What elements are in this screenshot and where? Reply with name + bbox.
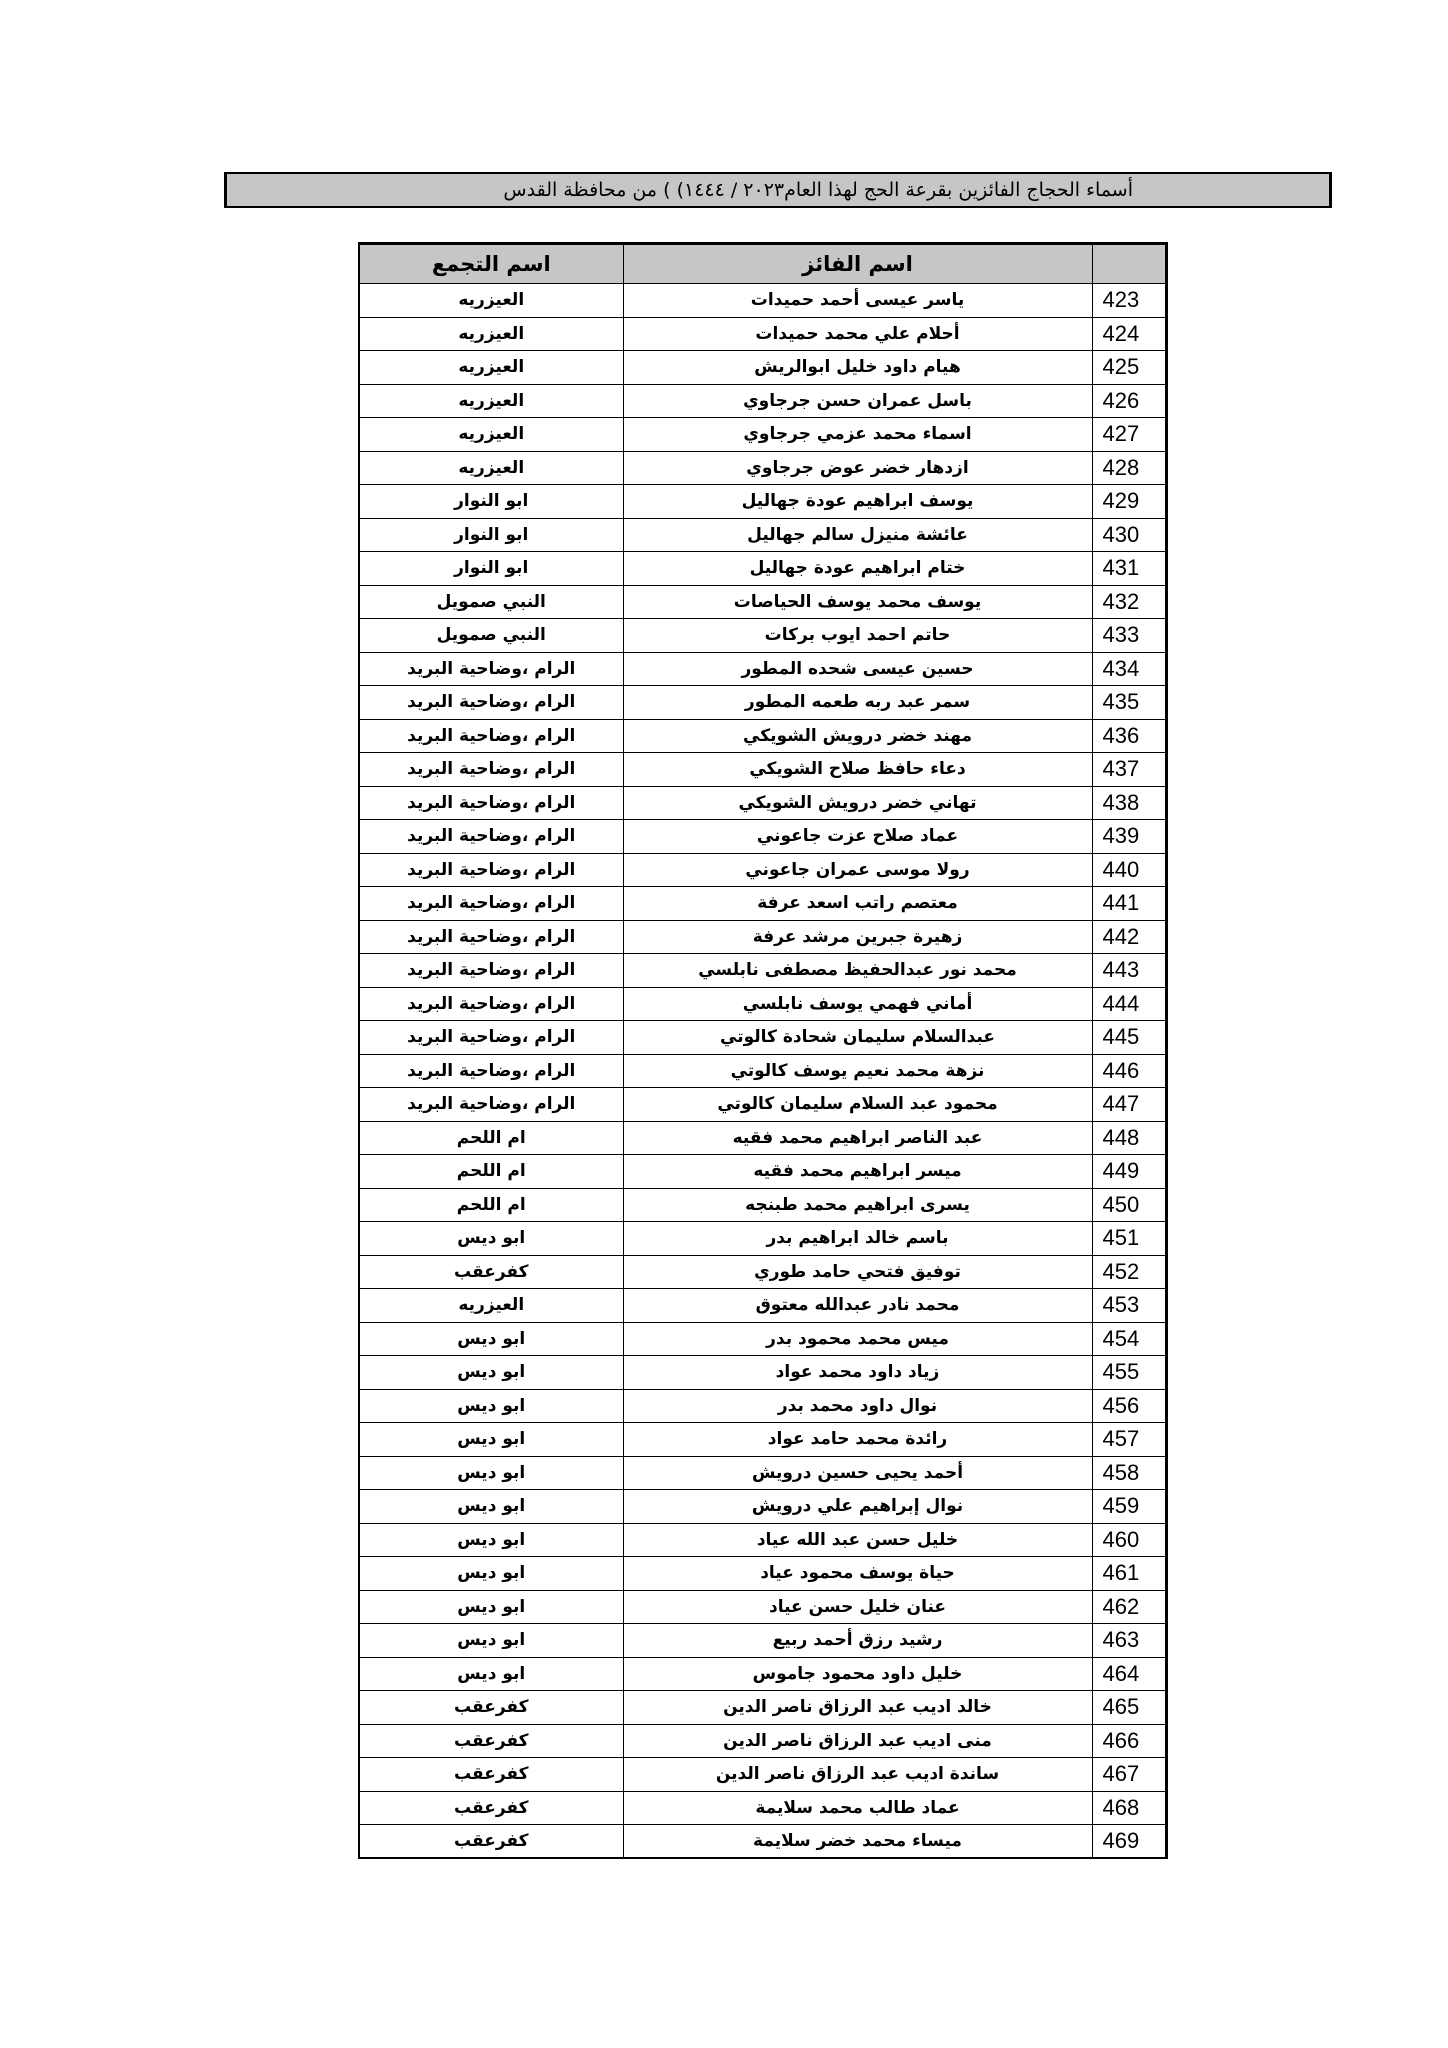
table-row bbox=[359, 1423, 1166, 1457]
cell-name: خليل داود محمود جاموس bbox=[623, 1657, 1092, 1691]
table-row bbox=[359, 1021, 1166, 1055]
cell-number: 428 bbox=[1092, 451, 1166, 485]
cell-name: رولا موسى عمران جاعوني bbox=[623, 853, 1092, 887]
cell-number: 424 bbox=[1092, 317, 1166, 351]
cell-name: عبد الناصر ابراهيم محمد فقيه bbox=[623, 1121, 1092, 1155]
cell-group: ابو ديس bbox=[359, 1322, 623, 1356]
table-row bbox=[359, 451, 1166, 485]
cell-number: 461 bbox=[1092, 1557, 1166, 1591]
cell-group: ابو ديس bbox=[359, 1356, 623, 1390]
cell-number: 439 bbox=[1092, 820, 1166, 854]
table-row bbox=[359, 987, 1166, 1021]
cell-group: الرام ،وضاحية البريد bbox=[359, 753, 623, 787]
cell-name: عبدالسلام سليمان شحادة كالوتي bbox=[623, 1021, 1092, 1055]
header-number bbox=[1092, 244, 1166, 284]
table-row bbox=[359, 485, 1166, 519]
table-row bbox=[359, 1289, 1166, 1323]
table-row bbox=[359, 1557, 1166, 1591]
table-row bbox=[359, 887, 1166, 921]
cell-group: النبي صمويل bbox=[359, 619, 623, 653]
document-title: أسماء الحجاج الفائزين بقرعة الحج لهذا العام٢٠٢٣ / ١٤٤٤) ) من محافظة القدس bbox=[224, 172, 1332, 208]
cell-name: يوسف ابراهيم عودة جهاليل bbox=[623, 485, 1092, 519]
cell-number: 452 bbox=[1092, 1255, 1166, 1289]
cell-name: محمد نادر عبدالله معتوق bbox=[623, 1289, 1092, 1323]
cell-name: محمود عبد السلام سليمان كالوتي bbox=[623, 1088, 1092, 1122]
table-row bbox=[359, 1121, 1166, 1155]
cell-number: 444 bbox=[1092, 987, 1166, 1021]
cell-name: باسم خالد ابراهيم بدر bbox=[623, 1222, 1092, 1256]
cell-number: 467 bbox=[1092, 1758, 1166, 1792]
cell-number: 453 bbox=[1092, 1289, 1166, 1323]
cell-number: 448 bbox=[1092, 1121, 1166, 1155]
table-row bbox=[359, 686, 1166, 720]
cell-number: 454 bbox=[1092, 1322, 1166, 1356]
table-row bbox=[359, 820, 1166, 854]
cell-group: كفرعقب bbox=[359, 1255, 623, 1289]
cell-name: أحمد يحيى حسين درويش bbox=[623, 1456, 1092, 1490]
cell-number: 432 bbox=[1092, 585, 1166, 619]
cell-name: محمد نور عبدالحفيظ مصطفى نابلسي bbox=[623, 954, 1092, 988]
table-row bbox=[359, 1088, 1166, 1122]
cell-name: أحلام علي محمد حميدات bbox=[623, 317, 1092, 351]
cell-number: 469 bbox=[1092, 1825, 1166, 1859]
table-body bbox=[359, 284, 1166, 1859]
cell-group: النبي صمويل bbox=[359, 585, 623, 619]
cell-name: هيام داود خليل ابوالريش bbox=[623, 351, 1092, 385]
table-row bbox=[359, 1255, 1166, 1289]
cell-number: 463 bbox=[1092, 1624, 1166, 1658]
cell-group: ام اللحم bbox=[359, 1188, 623, 1222]
table-row bbox=[359, 1523, 1166, 1557]
cell-name: معتصم راتب اسعد عرفة bbox=[623, 887, 1092, 921]
cell-group: كفرعقب bbox=[359, 1758, 623, 1792]
cell-name: عماد طالب محمد سلايمة bbox=[623, 1791, 1092, 1825]
cell-number: 456 bbox=[1092, 1389, 1166, 1423]
cell-group: الرام ،وضاحية البريد bbox=[359, 686, 623, 720]
cell-number: 435 bbox=[1092, 686, 1166, 720]
table-row bbox=[359, 1624, 1166, 1658]
cell-name: أماني فهمي يوسف نابلسي bbox=[623, 987, 1092, 1021]
cell-name: دعاء حافظ صلاح الشويكي bbox=[623, 753, 1092, 787]
table-row bbox=[359, 1490, 1166, 1524]
cell-number: 460 bbox=[1092, 1523, 1166, 1557]
cell-number: 466 bbox=[1092, 1724, 1166, 1758]
cell-group: العيزريه bbox=[359, 1289, 623, 1323]
table-row bbox=[359, 652, 1166, 686]
table-row bbox=[359, 317, 1166, 351]
cell-number: 457 bbox=[1092, 1423, 1166, 1457]
cell-name: حاتم احمد ايوب بركات bbox=[623, 619, 1092, 653]
cell-name: حياة يوسف محمود عياد bbox=[623, 1557, 1092, 1591]
cell-group: ابو ديس bbox=[359, 1624, 623, 1658]
table-row bbox=[359, 1456, 1166, 1490]
cell-group: كفرعقب bbox=[359, 1691, 623, 1725]
table-row bbox=[359, 284, 1166, 318]
table-row bbox=[359, 1155, 1166, 1189]
cell-group: العيزريه bbox=[359, 284, 623, 318]
cell-name: باسل عمران حسن جرجاوي bbox=[623, 384, 1092, 418]
table-row bbox=[359, 1389, 1166, 1423]
cell-group: ابو ديس bbox=[359, 1557, 623, 1591]
cell-number: 459 bbox=[1092, 1490, 1166, 1524]
cell-group: الرام ،وضاحية البريد bbox=[359, 887, 623, 921]
cell-group: الرام ،وضاحية البريد bbox=[359, 652, 623, 686]
table-row bbox=[359, 418, 1166, 452]
cell-name: رائدة محمد حامد عواد bbox=[623, 1423, 1092, 1457]
cell-number: 464 bbox=[1092, 1657, 1166, 1691]
cell-number: 441 bbox=[1092, 887, 1166, 921]
cell-group: كفرعقب bbox=[359, 1724, 623, 1758]
cell-group: العيزريه bbox=[359, 384, 623, 418]
table-row bbox=[359, 1825, 1166, 1859]
table-row bbox=[359, 1054, 1166, 1088]
cell-name: خليل حسن عبد الله عياد bbox=[623, 1523, 1092, 1557]
cell-name: يوسف محمد يوسف الحياصات bbox=[623, 585, 1092, 619]
cell-number: 423 bbox=[1092, 284, 1166, 318]
table-row bbox=[359, 1758, 1166, 1792]
cell-group: الرام ،وضاحية البريد bbox=[359, 820, 623, 854]
table-row bbox=[359, 719, 1166, 753]
table-row bbox=[359, 954, 1166, 988]
table-row bbox=[359, 1791, 1166, 1825]
table-row bbox=[359, 1691, 1166, 1725]
table-row bbox=[359, 1322, 1166, 1356]
cell-number: 442 bbox=[1092, 920, 1166, 954]
cell-group: كفرعقب bbox=[359, 1791, 623, 1825]
cell-name: تهاني خضر درويش الشويكي bbox=[623, 786, 1092, 820]
table-row bbox=[359, 384, 1166, 418]
cell-name: توفيق فتحي حامد طوري bbox=[623, 1255, 1092, 1289]
cell-group: ابو ديس bbox=[359, 1389, 623, 1423]
cell-number: 451 bbox=[1092, 1222, 1166, 1256]
cell-group: الرام ،وضاحية البريد bbox=[359, 987, 623, 1021]
cell-name: عماد صلاح عزت جاعوني bbox=[623, 820, 1092, 854]
cell-name: حسين عيسى شحده المطور bbox=[623, 652, 1092, 686]
table-row bbox=[359, 518, 1166, 552]
cell-number: 468 bbox=[1092, 1791, 1166, 1825]
table-row bbox=[359, 853, 1166, 887]
cell-group: الرام ،وضاحية البريد bbox=[359, 853, 623, 887]
table-row bbox=[359, 1724, 1166, 1758]
table-row bbox=[359, 920, 1166, 954]
cell-number: 436 bbox=[1092, 719, 1166, 753]
cell-group: الرام ،وضاحية البريد bbox=[359, 1054, 623, 1088]
cell-group: الرام ،وضاحية البريد bbox=[359, 1021, 623, 1055]
cell-group: ابو النوار bbox=[359, 552, 623, 586]
table-row bbox=[359, 619, 1166, 653]
cell-name: ياسر عيسى أحمد حميدات bbox=[623, 284, 1092, 318]
cell-group: ام اللحم bbox=[359, 1121, 623, 1155]
table-row bbox=[359, 1188, 1166, 1222]
cell-group: الرام ،وضاحية البريد bbox=[359, 719, 623, 753]
cell-name: نزهة محمد نعيم يوسف كالوتي bbox=[623, 1054, 1092, 1088]
cell-name: ميس محمد محمود بدر bbox=[623, 1322, 1092, 1356]
cell-number: 447 bbox=[1092, 1088, 1166, 1122]
cell-name: خالد اديب عبد الرزاق ناصر الدين bbox=[623, 1691, 1092, 1725]
cell-number: 443 bbox=[1092, 954, 1166, 988]
table-row bbox=[359, 351, 1166, 385]
cell-group: ابو النوار bbox=[359, 485, 623, 519]
cell-name: رشيد رزق أحمد ربيع bbox=[623, 1624, 1092, 1658]
cell-name: زياد داود محمد عواد bbox=[623, 1356, 1092, 1390]
header-name: اسم الفائز bbox=[623, 244, 1092, 284]
table-row bbox=[359, 786, 1166, 820]
cell-name: ساندة اديب عبد الرزاق ناصر الدين bbox=[623, 1758, 1092, 1792]
cell-group: العيزريه bbox=[359, 418, 623, 452]
cell-number: 426 bbox=[1092, 384, 1166, 418]
cell-group: ابو ديس bbox=[359, 1590, 623, 1624]
cell-name: عائشة منيزل سالم جهاليل bbox=[623, 518, 1092, 552]
winners-table bbox=[358, 242, 1168, 1859]
cell-number: 437 bbox=[1092, 753, 1166, 787]
table-row bbox=[359, 552, 1166, 586]
cell-group: العيزريه bbox=[359, 351, 623, 385]
cell-group: الرام ،وضاحية البريد bbox=[359, 786, 623, 820]
cell-group: ابو ديس bbox=[359, 1490, 623, 1524]
cell-name: سمر عبد ربه طعمه المطور bbox=[623, 686, 1092, 720]
cell-group: الرام ،وضاحية البريد bbox=[359, 1088, 623, 1122]
cell-group: ابو ديس bbox=[359, 1423, 623, 1457]
cell-number: 438 bbox=[1092, 786, 1166, 820]
cell-number: 440 bbox=[1092, 853, 1166, 887]
table-header-row bbox=[359, 244, 1166, 284]
table-row bbox=[359, 585, 1166, 619]
cell-name: مهند خضر درويش الشويكي bbox=[623, 719, 1092, 753]
cell-number: 458 bbox=[1092, 1456, 1166, 1490]
cell-group: ابو النوار bbox=[359, 518, 623, 552]
cell-number: 450 bbox=[1092, 1188, 1166, 1222]
cell-name: زهيرة جبرين مرشد عرفة bbox=[623, 920, 1092, 954]
cell-name: ميسر ابراهيم محمد فقيه bbox=[623, 1155, 1092, 1189]
table-row bbox=[359, 1657, 1166, 1691]
cell-group: كفرعقب bbox=[359, 1825, 623, 1859]
cell-name: اسماء محمد عزمي جرجاوي bbox=[623, 418, 1092, 452]
cell-name: منى اديب عبد الرزاق ناصر الدين bbox=[623, 1724, 1092, 1758]
cell-group: ام اللحم bbox=[359, 1155, 623, 1189]
cell-number: 434 bbox=[1092, 652, 1166, 686]
cell-group: ابو ديس bbox=[359, 1657, 623, 1691]
cell-group: ابو ديس bbox=[359, 1523, 623, 1557]
cell-number: 425 bbox=[1092, 351, 1166, 385]
cell-number: 445 bbox=[1092, 1021, 1166, 1055]
cell-name: عنان خليل حسن عياد bbox=[623, 1590, 1092, 1624]
cell-number: 455 bbox=[1092, 1356, 1166, 1390]
cell-number: 449 bbox=[1092, 1155, 1166, 1189]
cell-name: ازدهار خضر عوض جرجاوي bbox=[623, 451, 1092, 485]
cell-number: 433 bbox=[1092, 619, 1166, 653]
table-row bbox=[359, 1356, 1166, 1390]
cell-number: 446 bbox=[1092, 1054, 1166, 1088]
cell-number: 462 bbox=[1092, 1590, 1166, 1624]
cell-number: 430 bbox=[1092, 518, 1166, 552]
cell-group: العيزريه bbox=[359, 317, 623, 351]
cell-name: يسرى ابراهيم محمد طبنجه bbox=[623, 1188, 1092, 1222]
table-row bbox=[359, 753, 1166, 787]
cell-number: 429 bbox=[1092, 485, 1166, 519]
cell-group: الرام ،وضاحية البريد bbox=[359, 920, 623, 954]
cell-group: العيزريه bbox=[359, 451, 623, 485]
cell-name: ختام ابراهيم عودة جهاليل bbox=[623, 552, 1092, 586]
cell-number: 431 bbox=[1092, 552, 1166, 586]
cell-group: الرام ،وضاحية البريد bbox=[359, 954, 623, 988]
table-row bbox=[359, 1590, 1166, 1624]
table-row bbox=[359, 1222, 1166, 1256]
cell-group: ابو ديس bbox=[359, 1456, 623, 1490]
cell-number: 465 bbox=[1092, 1691, 1166, 1725]
header-group: اسم التجمع bbox=[359, 244, 623, 284]
cell-group: ابو ديس bbox=[359, 1222, 623, 1256]
cell-name: نوال داود محمد بدر bbox=[623, 1389, 1092, 1423]
cell-name: ميساء محمد خضر سلايمة bbox=[623, 1825, 1092, 1859]
cell-name: نوال إبراهيم علي درويش bbox=[623, 1490, 1092, 1524]
cell-number: 427 bbox=[1092, 418, 1166, 452]
